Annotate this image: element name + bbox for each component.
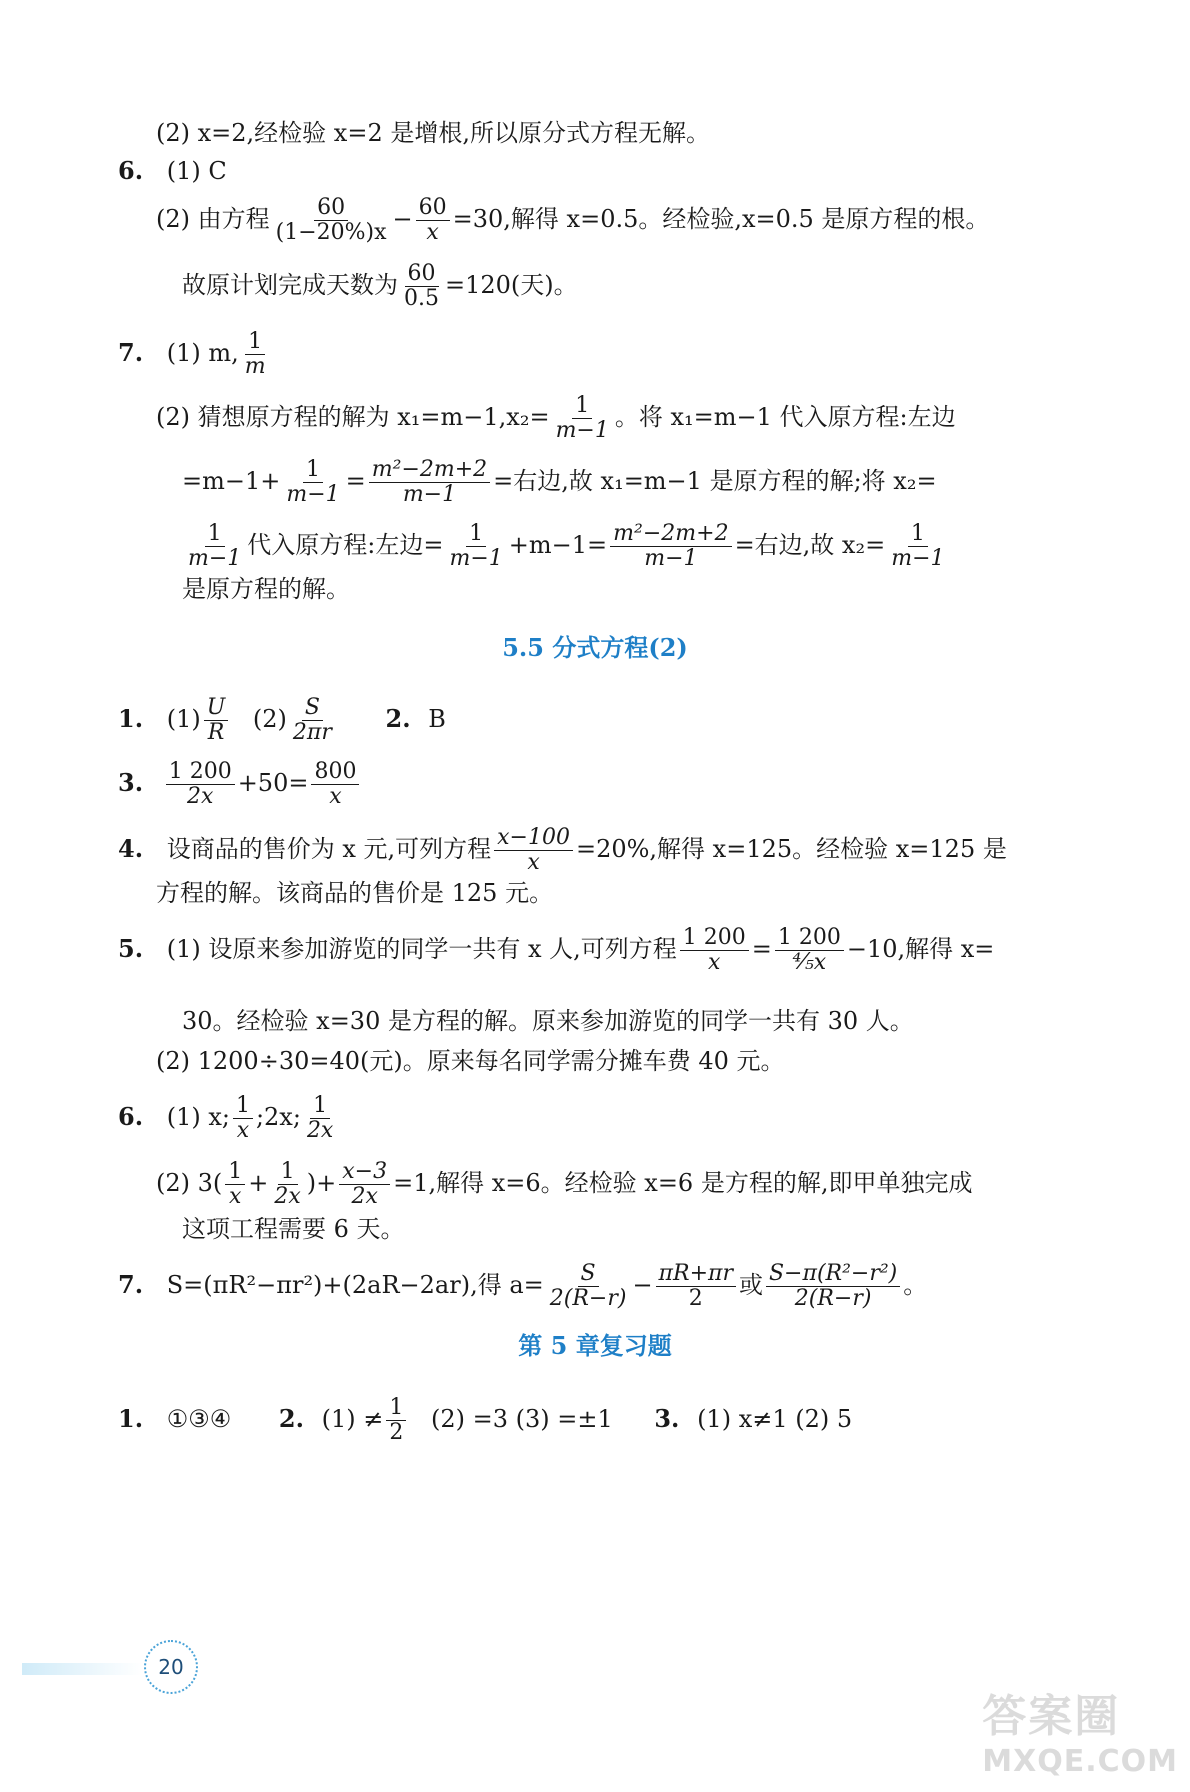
fraction: $\frac{800}{x}$ xyxy=(311,760,359,809)
answer-line-5-1: 5. (1) 设原来参加游览的同学一共有 x 人,可列方程 $\frac{1 200}{x}$ = $\frac{1 200}{\text{⁴⁄₅x}}$ −10,解得 x= xyxy=(118,925,995,976)
question-number: 7. xyxy=(118,1270,144,1300)
question-number: 1. xyxy=(118,704,144,734)
fraction: $\frac{1 200}{\text{⁴⁄₅x}}$ xyxy=(775,926,844,975)
fraction: $\frac{\text{S−π(R²−r²)}}{2(R-r)}$ xyxy=(766,1262,900,1311)
fraction: $\frac{60}{x}$ xyxy=(416,196,450,245)
fraction: $\frac{1}{m-1}$ xyxy=(188,521,242,572)
answer-line-6-2: (2) 由方程 $\frac{60}{(1-20\%)x}$ − $\frac{60}{x}$ =30,解得 x=0.5。经检验,x=0.5 是原方程的根。 xyxy=(156,195,990,246)
answer-line-7-2-cont1: =m−1+ $\frac{1}{m-1}$ = $\frac{\text{m²−2m+2}}{m-1}$ =右边,故 x₁=m−1 是原方程的解;将 x₂= xyxy=(182,457,937,508)
section-title-chapter-review: 第 5 章复习题 xyxy=(518,1331,672,1360)
answer-text: =30,解得 x=0.5。经检验,x=0.5 是原方程的根。 xyxy=(452,205,990,234)
fraction: $\frac{1}{m-1}$ xyxy=(555,393,609,444)
fraction: $\frac{1}{2x}$ xyxy=(274,1159,301,1210)
answer-line-4: 4. 设商品的售价为 x 元,可列方程 $\frac{x-100}{x}$ =20%,解得 x=125。经检验 x=125 是 xyxy=(118,825,1007,876)
fraction: $\frac{1 200}{2x}$ xyxy=(166,760,235,809)
fraction: $\frac{1}{m-1}$ xyxy=(891,521,945,572)
answer-line-6-2b-cont: 这项工程需要 6 天。 xyxy=(182,1215,405,1243)
section-title-5-5: 5.5 分式方程(2) xyxy=(502,633,688,662)
answer-line-6-2b: (2) 3( $\frac{1}{x}$ + $\frac{1}{2x}$ )+ $\frac{x-3}{2x}$ =1,解得 x=6。经检验 x=6 是方程的解,即甲单独完成 xyxy=(156,1159,973,1210)
answer-text: (2) 由方程 xyxy=(156,205,270,234)
question-number: 2. xyxy=(278,1404,304,1434)
fraction: $\frac{1}{x}$ xyxy=(233,1094,253,1143)
fraction: $\frac{1}{m-1}$ xyxy=(286,457,340,508)
question-number: 6. xyxy=(118,156,144,185)
fraction: $\frac{S}{2(R-r)}$ xyxy=(549,1261,627,1312)
fraction: $\frac{1}{2x}$ xyxy=(306,1093,334,1144)
fraction: $\frac{1}{m-1}$ xyxy=(449,521,503,572)
fraction: $\frac{\text{m²−2m+2}}{m-1}$ xyxy=(369,458,490,507)
fraction: $\frac{x-100}{x}$ xyxy=(494,826,573,875)
fraction: $\frac{\pi R+\pi r}{2}$ xyxy=(656,1262,736,1311)
answer-line-1-2: 1. (1) $\frac{U}{R}$ (2) $\frac{S}{2\pi r}$ 2. B xyxy=(118,695,446,746)
question-number: 6. xyxy=(118,1102,144,1132)
answer-line-7b: 7. S=(πR²−πr²)+(2aR−2ar),得 a= $\frac{S}{2(R-r)}$ − $\frac{\pi R+\pi r}{2}$ 或 $\frac{\text{S−π(R²−r²)}}{2(R-r)}$ 。 xyxy=(118,1261,928,1312)
fraction: $\frac{1}{m}$ xyxy=(244,329,266,380)
fraction: $\frac{1 200}{x}$ xyxy=(680,926,749,975)
answer-line-5-1-cont: 30。经检验 x=30 是方程的解。原来参加游览的同学一共有 30 人。 xyxy=(182,1007,914,1035)
fraction: $\frac{1}{2}$ xyxy=(386,1396,406,1445)
answer-line-7-2: (2) 猜想原方程的解为 x₁=m−1,x₂= $\frac{1}{m-1}$ 。将 x₁=m−1 代入原方程:左边 xyxy=(156,393,956,444)
answer-line-6-1b: 6. (1) x; $\frac{1}{x}$ ;2x; $\frac{1}{2x}$ xyxy=(118,1094,339,1143)
answer-line-5-2b: (2) 1200÷30=40(元)。原来每名同学需分摊车费 40 元。 xyxy=(156,1047,785,1075)
answer-text: (1) C xyxy=(166,157,227,185)
question-number: 4. xyxy=(118,834,144,864)
answer-line-7-2-cont2: $\frac{1}{m-1}$ 代入原方程:左边= $\frac{1}{m-1}$ +m−1= $\frac{\text{m²−2m+2}}{m-1}$ =右边,故 x₂= $\frac{1}{m-1}$ xyxy=(182,522,951,571)
fraction: $\frac{\text{m²−2m+2}}{m-1}$ xyxy=(610,522,731,571)
question-number: 3. xyxy=(118,768,144,798)
answer-line-6-2-cont: 故原计划完成天数为 $\frac{60}{0.5}$ =120(天)。 xyxy=(182,261,578,312)
fraction: $\frac{x-3}{2x}$ xyxy=(339,1160,390,1209)
answer-line-5-2: (2) x=2,经检验 x=2 是增根,所以原分式方程无解。 xyxy=(156,119,710,147)
watermark-logo: 答案圈 MXQE.COM xyxy=(982,1691,1178,1779)
answer-line-3: 3. $\frac{1 200}{2x}$ +50= $\frac{800}{x}$ xyxy=(118,760,362,809)
question-number: 7. xyxy=(118,338,144,368)
answer-line-4-cont: 方程的解。该商品的售价是 125 元。 xyxy=(156,879,554,907)
answer-line-6-1 xyxy=(118,154,227,188)
answer-line-7-2-cont3: 是原方程的解。 xyxy=(182,575,350,603)
fraction: $\frac{U}{R}$ xyxy=(204,696,229,745)
answer-line-7-1: 7. (1) m, $\frac{1}{m}$ xyxy=(118,330,272,379)
question-number: 5. xyxy=(118,934,144,964)
answer-line-review: 1. ①③④ 2. (1) ≠ $\frac{1}{2}$ (2) =3 (3) =±1 3. (1) x≠1 (2) 5 xyxy=(118,1395,853,1446)
page-number: 20 xyxy=(144,1640,198,1694)
footer-decoration xyxy=(22,1663,142,1675)
question-number: 2. xyxy=(385,704,411,734)
question-number: 3. xyxy=(654,1404,680,1434)
fraction: $\frac{1}{x}$ xyxy=(225,1160,245,1209)
fraction: $\frac{60}{(1-20\%)x}$ xyxy=(275,195,387,246)
fraction: $\frac{S}{2\pi r}$ xyxy=(292,695,332,746)
fraction: $\frac{60}{0.5}$ xyxy=(404,261,439,312)
question-number: 1. xyxy=(118,1404,144,1434)
